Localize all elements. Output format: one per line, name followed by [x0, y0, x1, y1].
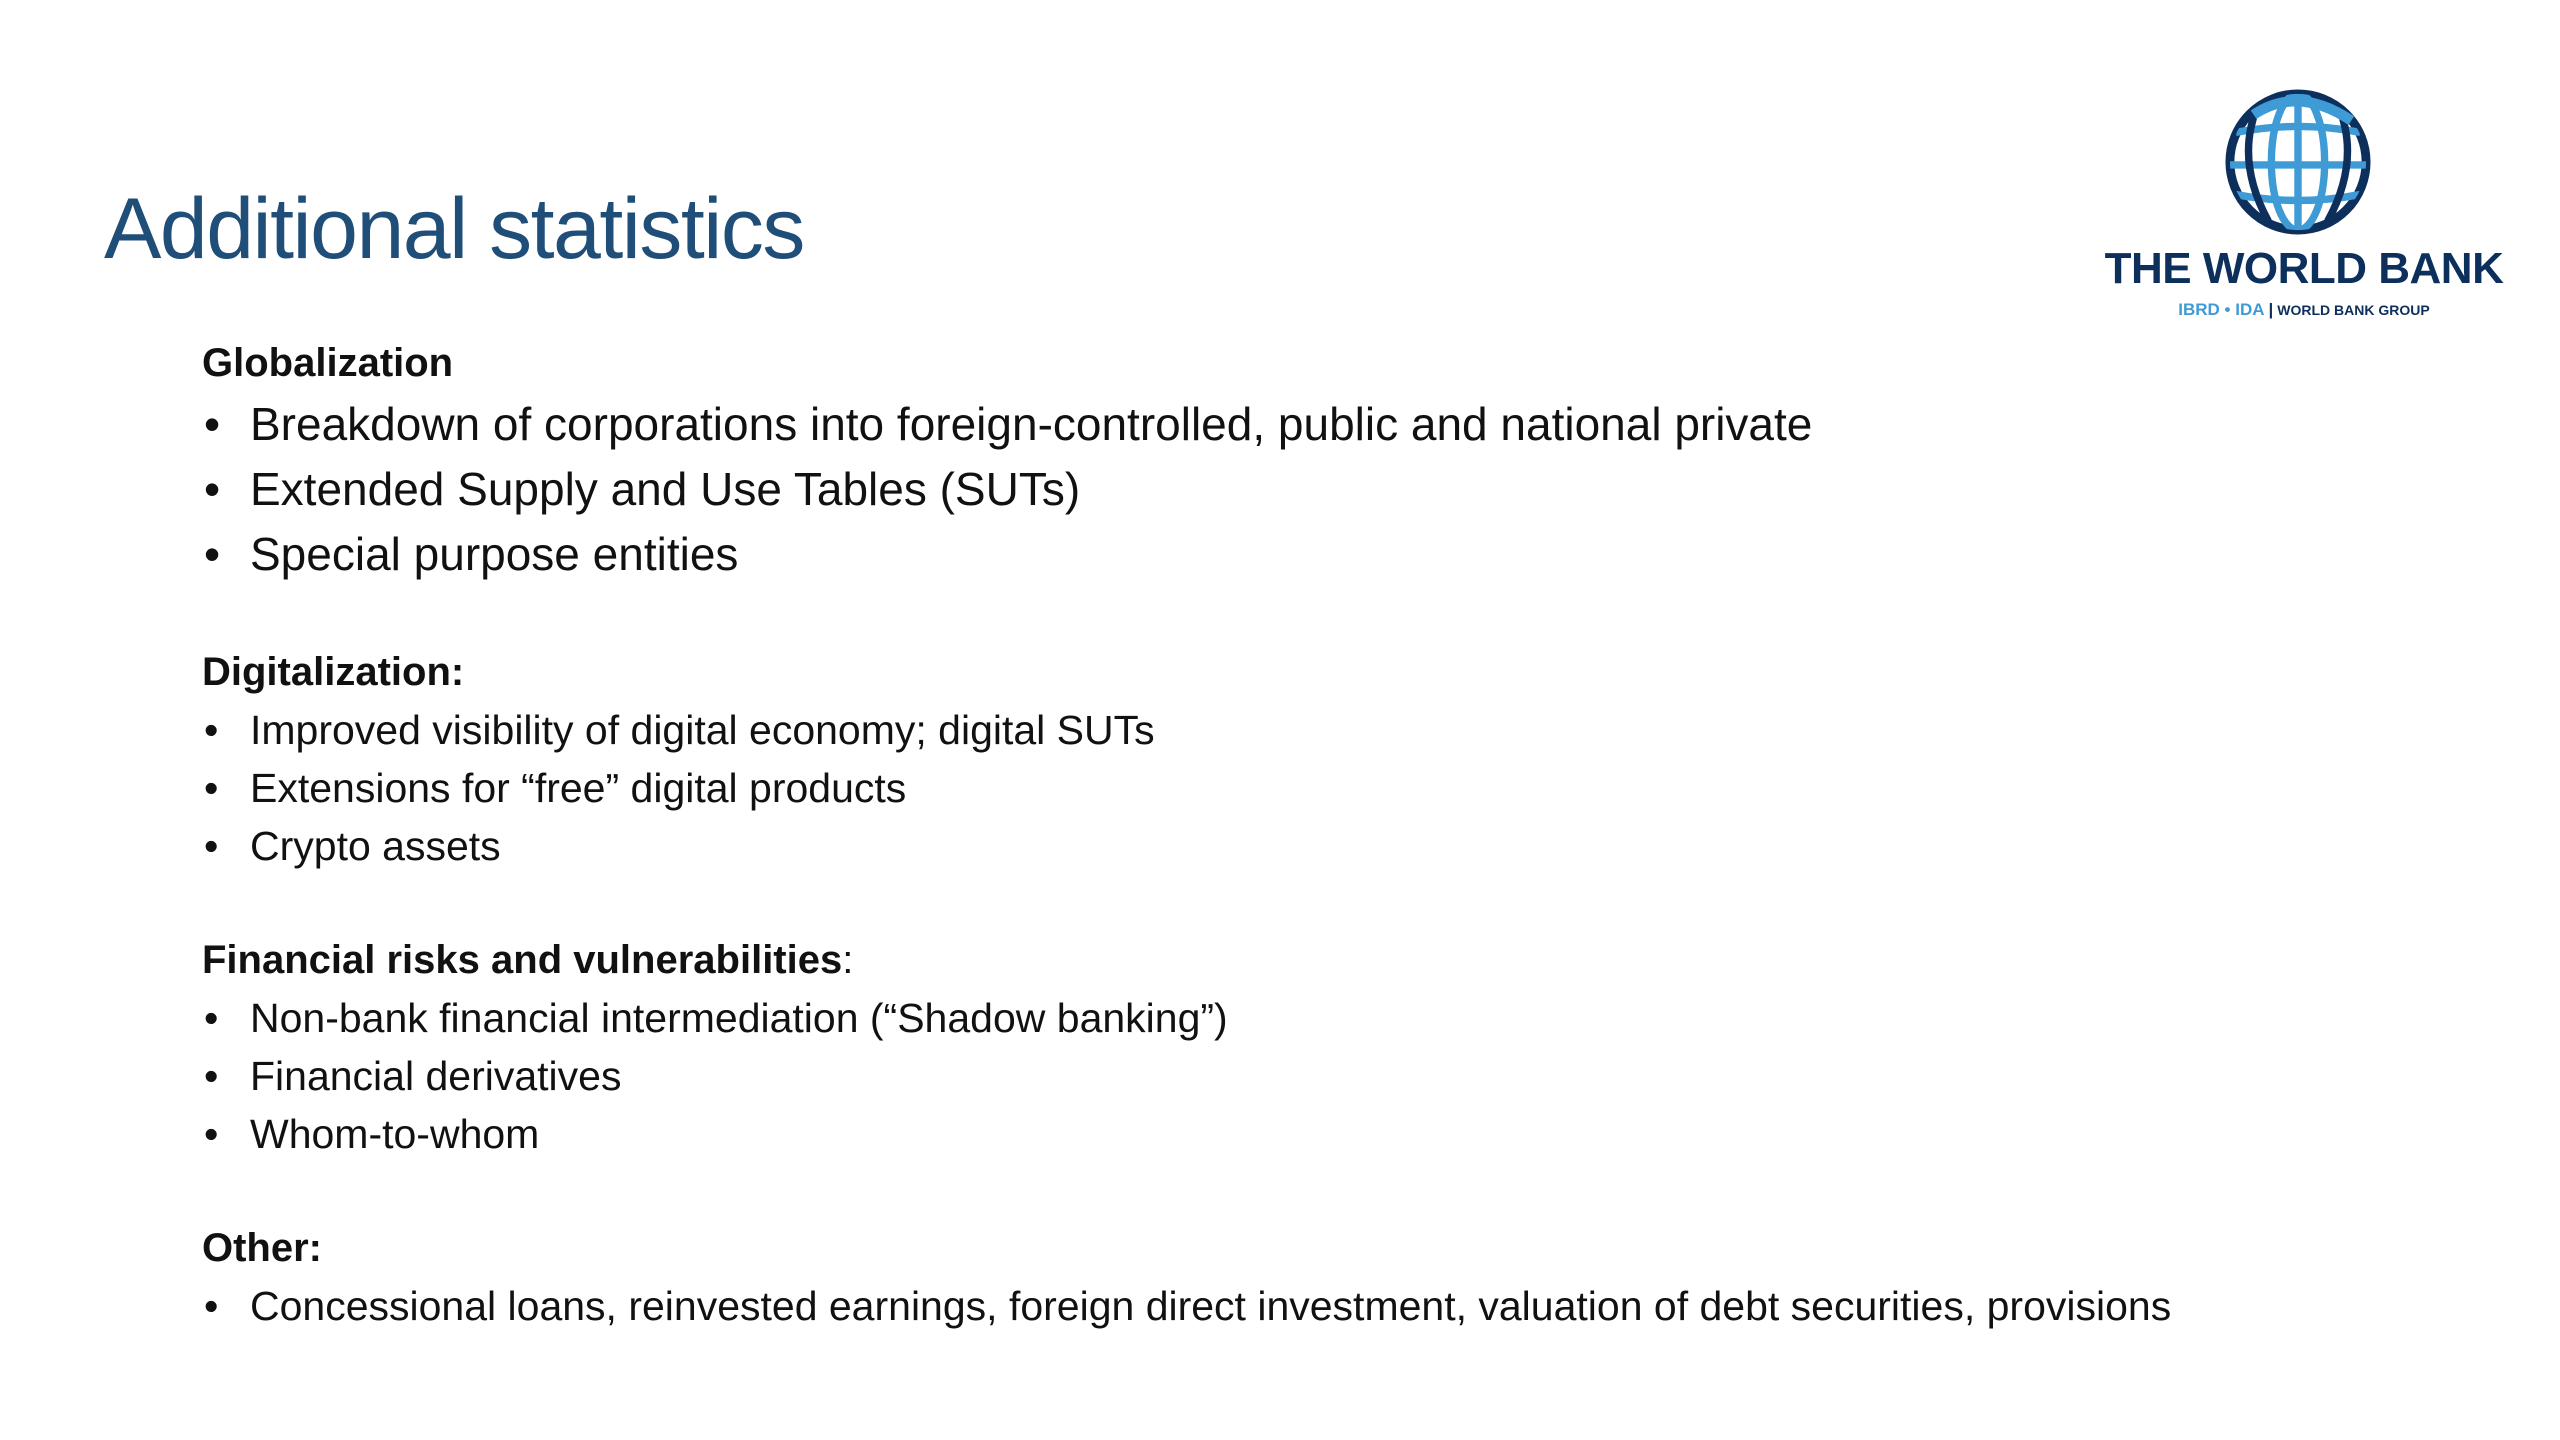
section-financial-risks	[202, 931, 2502, 1163]
section-heading: Other:	[202, 1226, 322, 1270]
logo-subtitle-group: WORLD BANK GROUP	[2277, 302, 2430, 318]
list-item: • Breakdown of corporations into foreign-controlled, public and national private	[202, 392, 2502, 457]
list-item: • Financial derivatives	[202, 1047, 2502, 1105]
logo-subtitle-separator: |	[2268, 300, 2274, 319]
list-item: • Concessional loans, reinvested earnings, foreign direct investment, valuation of debt securities, provisions	[202, 1277, 2502, 1335]
list-item: • Extended Supply and Use Tables (SUTs)	[202, 457, 2502, 522]
list-item: • Non-bank financial intermediation (“Shadow banking”)	[202, 989, 2502, 1047]
bullet-icon: •	[204, 1111, 219, 1157]
bullet-list	[202, 1277, 2502, 1335]
bullet-icon: •	[204, 528, 221, 580]
section-other	[202, 1219, 2502, 1335]
bullet-icon: •	[204, 1283, 219, 1329]
slide-content	[202, 334, 2502, 1391]
bullet-icon: •	[204, 1053, 219, 1099]
world-bank-globe-icon	[2224, 88, 2372, 236]
list-item: • Special purpose entities	[202, 522, 2502, 587]
list-item: • Whom-to-whom	[202, 1105, 2502, 1163]
list-item: • Extensions for “free” digital products	[202, 759, 2502, 817]
bullet-list	[202, 392, 2502, 587]
bullet-icon: •	[204, 463, 221, 515]
bullet-icon: •	[204, 823, 219, 869]
section-heading: Digitalization:	[202, 650, 465, 694]
bullet-icon: •	[204, 707, 219, 753]
list-item: • Improved visibility of digital economy; digital SUTs	[202, 701, 2502, 759]
bullet-icon: •	[204, 995, 219, 1041]
section-heading: Globalization	[202, 341, 454, 385]
bullet-list	[202, 701, 2502, 875]
bullet-icon: •	[204, 765, 219, 811]
bullet-icon: •	[204, 398, 221, 450]
bullet-list	[202, 989, 2502, 1163]
list-item: • Crypto assets	[202, 817, 2502, 875]
logo-wordmark: THE WORLD BANK	[2104, 244, 2504, 293]
logo-subtitle-ibrd: IBRD • IDA	[2178, 300, 2265, 319]
logo-subtitle	[2094, 300, 2514, 320]
section-digitalization	[202, 643, 2502, 875]
section-globalization	[202, 334, 2502, 587]
world-bank-logo	[2094, 84, 2514, 334]
section-heading: Financial risks and vulnerabilities:	[202, 938, 854, 982]
slide-title: Additional statistics	[104, 181, 804, 277]
